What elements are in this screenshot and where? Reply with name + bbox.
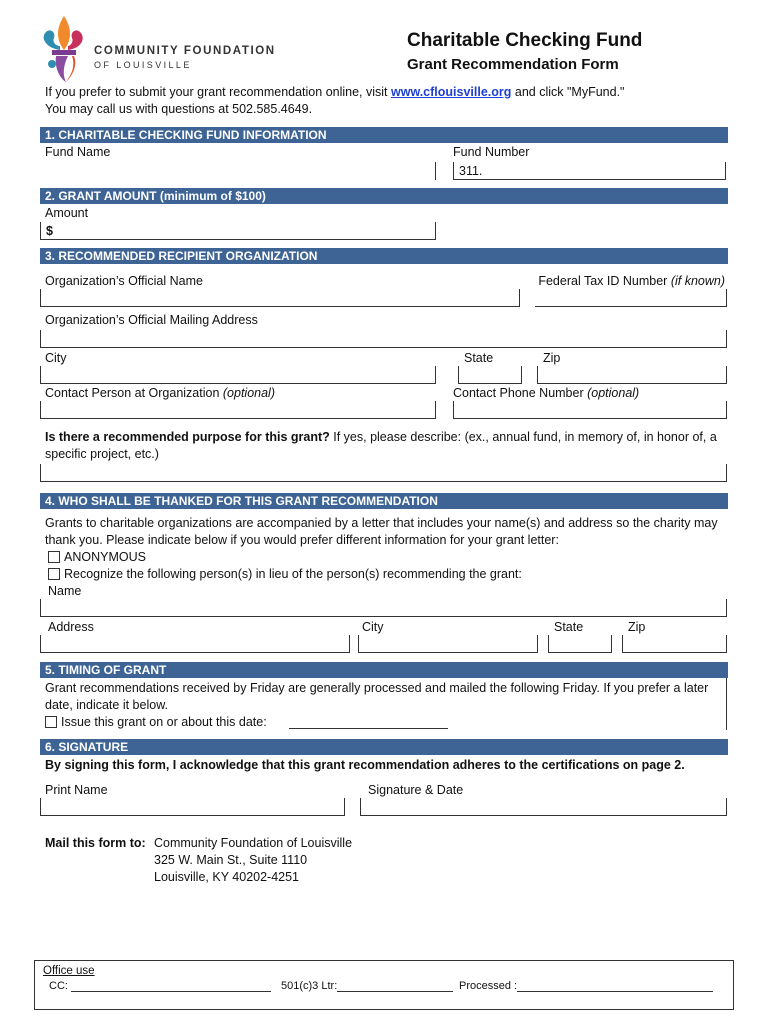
mail-address-line1: Community Foundation of Louisville: [154, 836, 353, 850]
intro-text: If you prefer to submit your grant recommendation online, visit www.cflouisville.org and click "MyFund." You may call us with questions at 502.585.4649.: [45, 85, 625, 116]
signature-date-label: Signature & Date: [368, 783, 464, 797]
print-name-field[interactable]: [40, 798, 345, 816]
section5-header: 5. TIMING OF GRANT: [40, 662, 728, 678]
section3-header: 3. RECOMMENDED RECIPIENT ORGANIZATION: [40, 248, 728, 264]
amount-field[interactable]: $: [40, 222, 436, 240]
thanked-zip-label: Zip: [628, 620, 646, 634]
contact-person-field[interactable]: [40, 401, 436, 419]
issue-date-checkbox[interactable]: [45, 716, 57, 728]
cc-field[interactable]: [71, 981, 271, 992]
amount-label: Amount: [45, 206, 89, 220]
org-official-name-label: Organization’s Official Name: [45, 274, 203, 288]
thanked-city-field[interactable]: [358, 635, 538, 653]
mail-address-line3: Louisville, KY 40202-4251: [154, 870, 300, 884]
timing-description: Grant recommendations received by Friday are generally processed and mailed the following Friday. If you prefer a later date, indicate it below.: [45, 681, 709, 712]
office-ltr: 501(c)3 Ltr:: [281, 980, 453, 992]
thanked-state-label: State: [554, 620, 584, 634]
city-label: City: [45, 351, 67, 365]
print-name-label: Print Name: [45, 783, 108, 797]
thanked-city-label: City: [362, 620, 384, 634]
anonymous-option: ANONYMOUS: [48, 550, 146, 564]
issue-date-option: Issue this grant on or about this date:: [45, 715, 267, 729]
fund-number-field[interactable]: 311.: [453, 162, 726, 180]
zip-field[interactable]: [537, 366, 727, 384]
mail-label: Mail this form to:: [45, 836, 146, 850]
name-label: Name: [48, 584, 82, 598]
section1-header: 1. CHARITABLE CHECKING FUND INFORMATION: [40, 127, 728, 143]
address-label: Address: [48, 620, 94, 634]
city-field[interactable]: [40, 366, 436, 384]
timing-box-right-border: [726, 678, 727, 730]
purpose-field[interactable]: [40, 464, 727, 482]
fund-name-label: Fund Name: [45, 145, 111, 159]
org-name-field[interactable]: [40, 289, 520, 307]
recognize-checkbox[interactable]: [48, 568, 60, 580]
mail-address-line2: 325 W. Main St., Suite 1110: [154, 853, 308, 867]
fund-number-label: Fund Number: [453, 145, 530, 159]
processed-field[interactable]: [517, 981, 713, 992]
thanked-address-field[interactable]: [40, 635, 350, 653]
zip-label: Zip: [543, 351, 561, 365]
website-link[interactable]: www.cflouisville.org: [391, 85, 512, 99]
form-subtitle: Grant Recommendation Form: [407, 56, 619, 73]
state-label: State: [464, 351, 494, 365]
form-title: Charitable Checking Fund: [407, 30, 643, 51]
thanked-state-field[interactable]: [548, 635, 612, 653]
state-field[interactable]: [458, 366, 522, 384]
section4-header: 4. WHO SHALL BE THANKED FOR THIS GRANT RECOMMENDATION: [40, 493, 728, 509]
purpose-question: Is there a recommended purpose for this grant? If yes, please describe: (ex., annual fund, in memory of, in honor of, a specific project, etc.): [45, 430, 717, 461]
contact-phone-label: Contact Phone Number (optional): [453, 386, 640, 400]
thanked-zip-field[interactable]: [622, 635, 727, 653]
tax-id-field[interactable]: [535, 289, 727, 307]
org-subname: OF LOUISVILLE: [94, 60, 192, 70]
issue-date-field[interactable]: [289, 713, 448, 729]
fleur-de-lis-logo: [36, 14, 88, 84]
office-use-box: [34, 960, 734, 1010]
office-processed: Processed :: [459, 980, 713, 992]
thanks-description: Grants to charitable organizations are accompanied by a letter that includes your name(s) and address so the charity may thank you. Please indicate below if you would prefer different information for your grant letter:: [45, 516, 718, 547]
section6-header: 6. SIGNATURE: [40, 739, 728, 755]
office-use-title: Office use: [43, 965, 95, 977]
section2-header: 2. GRANT AMOUNT (minimum of $100): [40, 188, 728, 204]
fund-name-field[interactable]: [40, 162, 436, 180]
signature-acknowledgement: By signing this form, I acknowledge that this grant recommendation adheres to the certifications on page 2.: [45, 758, 685, 772]
anonymous-checkbox[interactable]: [48, 551, 60, 563]
signature-date-field[interactable]: [360, 798, 727, 816]
office-cc: CC:: [49, 980, 271, 992]
mailing-address-label: Organization’s Official Mailing Address: [45, 313, 258, 327]
contact-person-label: Contact Person at Organization (optional): [45, 386, 275, 400]
org-name: COMMUNITY FOUNDATION: [94, 45, 276, 57]
mailing-address-field[interactable]: [40, 330, 727, 348]
tax-id-label: Federal Tax ID Number (if known): [538, 274, 725, 288]
thanked-name-field[interactable]: [40, 599, 727, 617]
recognize-option: Recognize the following person(s) in lieu of the person(s) recommending the grant:: [48, 567, 522, 581]
contact-phone-field[interactable]: [453, 401, 727, 419]
ltr-field[interactable]: [337, 981, 453, 992]
